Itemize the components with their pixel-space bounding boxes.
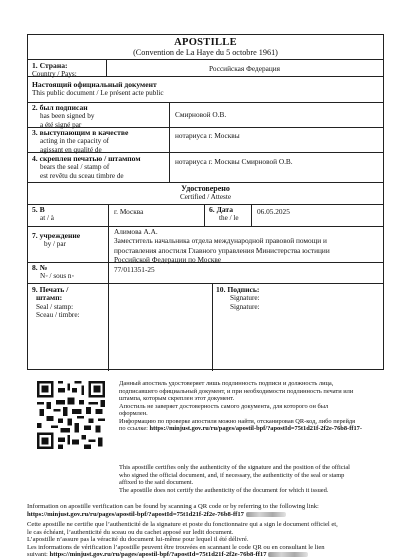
country-sublabel: Country / Pays: (32, 70, 77, 79)
notice-line: подписавшего официальный документ, и при необходимости подлинность печати или (119, 387, 354, 395)
redaction-blur (268, 552, 308, 557)
authority-line: Заместитель начальника отдела международной правовой помощи и (114, 236, 327, 246)
notice-line: This apostille certifies only the authenticity of the signature and the position of the official (119, 464, 350, 471)
rule (28, 76, 383, 77)
apostille-table (27, 34, 384, 370)
signature-block (216, 286, 260, 311)
country-label: 1. Страна: (32, 61, 68, 70)
verification-link-en[interactable]: https://minjust.gov.ru/ru/pages/apostil-bpf/?apostId=75t1d21f-2f2e-76b8-ff17 (27, 510, 244, 518)
rule (28, 182, 383, 183)
notice-text: suivant: (27, 551, 48, 559)
seal-sublabel-fr: est revêtu du sceau timbre de (40, 171, 124, 180)
place-sublabel: at / à (40, 214, 54, 223)
capacity-value: нотариуса г. Москвы (175, 131, 240, 140)
signed-by-sublabel-fr: a été signé par (40, 120, 82, 129)
notice-en (119, 464, 387, 494)
notice-line: The apostille does not certify the authenticity of the document for which it issued. (119, 486, 329, 494)
number-label: 8. № (32, 263, 48, 272)
notice-line: штампа, которым скреплен этот документ. (119, 395, 235, 402)
signed-by-block (32, 104, 95, 129)
notice-line: le cas échéant, l’authenticité du sceau ou du cachet apposé sur ledit document. (27, 528, 234, 536)
number-value: 77/011351-25 (114, 265, 155, 274)
rule (204, 204, 205, 226)
notice-line: affixed to the said document. (119, 479, 194, 486)
date-label: 6. Дата (209, 205, 234, 214)
signed-by-sublabel-en: has been signed by (40, 112, 95, 121)
place-label: 5. В (32, 205, 45, 214)
authority-label: 7. учреждение (32, 231, 81, 240)
signature-label: 10. Подпись: (216, 285, 260, 294)
capacity-label: 3. выступающим в качестве (32, 128, 129, 137)
stamp-block (32, 286, 80, 319)
number-block (32, 264, 74, 281)
authority-sublabel: by / par (44, 240, 66, 249)
capacity-sublabel-fr: agissant en qualité de (40, 145, 102, 154)
place-value: г. Москва (114, 207, 144, 216)
apostille-title: APOSTILLE (174, 37, 237, 48)
document-block (32, 81, 164, 98)
rule (169, 102, 170, 182)
notice-line: Cette apostille ne certifie que l’authenticité de la signature et poste du fonctionnaire qui a sign le document officiel et, (27, 521, 338, 528)
notice-line: Les informations de vérification l’apostille peuvent être trouvées en scannant le code QR ou en consultant le lien (27, 543, 325, 551)
qr-code-icon (37, 381, 105, 449)
capacity-block (32, 129, 128, 154)
certified-sublabel: Certified / Atteste (179, 193, 232, 202)
signature-sublabel-en: Signature: (230, 294, 260, 303)
stamp-label-2: штамп: (36, 293, 63, 303)
stamp-sublabel-fr: Sceau / timbre: (36, 310, 80, 319)
date-block (209, 206, 239, 223)
authority-line: проставления апостиля Главного управления Министерства юстиции (114, 245, 330, 255)
redaction-blur (246, 512, 286, 517)
notice-line: Information on apostille verification can be found by scanning a QR code or by referring to the following link: (27, 503, 319, 510)
date-value: 06.05.2025 (257, 207, 290, 216)
verification-link-fr[interactable]: https://minjust.gov.ru/ru/pages/apostil-bpf/?apostId=75t1d21f-2f2e-76b8-ff17 (49, 551, 267, 559)
date-sublabel: the / le (219, 214, 239, 223)
seal-block (32, 155, 141, 180)
certified-label: Удостоверено (181, 184, 230, 193)
authority-block (32, 232, 80, 249)
place-block (32, 206, 54, 223)
stamp-sublabel-en: Seal / stamp: (36, 302, 74, 311)
authority-line: Российской Федерации по Москве (114, 254, 222, 264)
notice-line (27, 511, 387, 519)
rule (28, 283, 383, 284)
country-value: Российская Федерация (209, 64, 280, 73)
capacity-sublabel-en: acting in the capacity of (40, 137, 110, 146)
notice-text: по ссылке: (119, 425, 148, 432)
country-label-block (32, 62, 77, 79)
notice-line: Апостиль не заверяет достоверность самого документа, для которого он был (119, 402, 329, 410)
notice-en-info (27, 503, 387, 518)
rule (28, 204, 383, 205)
certified-block (28, 185, 383, 202)
number-sublabel: N◦ / sous n◦ (40, 272, 75, 281)
document-sublabel: This public document / Le présent acte public (32, 89, 164, 98)
verification-link-ru[interactable]: https://minjust.gov.ru/ru/pages/apostil-bpf/?apostId=75t1d21f-2f2e-76b8-ff17- (149, 425, 362, 432)
rule (251, 204, 252, 226)
stamp-label: 9. Печать / (32, 285, 69, 294)
rule (108, 204, 109, 371)
apostille-header (28, 35, 383, 60)
apostille-subtitle: (Convention de La Haye du 5 octobre 1961) (133, 48, 278, 57)
notice-line: Данный апостиль удостоверяет лишь подлинность подписи и должность лица, (119, 380, 334, 387)
authority-line: Алимова А.А. (114, 227, 158, 236)
document-label: Настоящий официальный документ (32, 80, 157, 89)
seal-value: нотариуса г. Москвы Смирновой О.В. (175, 157, 293, 166)
notice-line: who signed the official document, and, if necessary, the authenticity of the seal or stamp (119, 471, 345, 479)
authority-value (114, 227, 382, 264)
rule (212, 283, 213, 371)
notice-line: L’apostille n’assure pas la véracité du document lui-même pour lequel il été délivré. (27, 536, 249, 544)
seal-label: 4. скреплен печатью / штампом (32, 154, 141, 163)
notice-line (119, 425, 387, 433)
seal-sublabel-en: bears the seal / stamp of (40, 163, 110, 172)
notice-ru (119, 380, 387, 433)
notice-fr (27, 521, 387, 559)
signed-by-label: 2. был подписан (32, 103, 88, 112)
signed-by-value: Смирновой О.В. (175, 110, 227, 119)
signature-sublabel-fr: Signature: (230, 302, 260, 311)
notice-line: Информацию по проверке апостиля можно найти, отсканировав QR-код, либо перейдя (119, 417, 356, 425)
notice-line: оформлен. (119, 410, 148, 417)
